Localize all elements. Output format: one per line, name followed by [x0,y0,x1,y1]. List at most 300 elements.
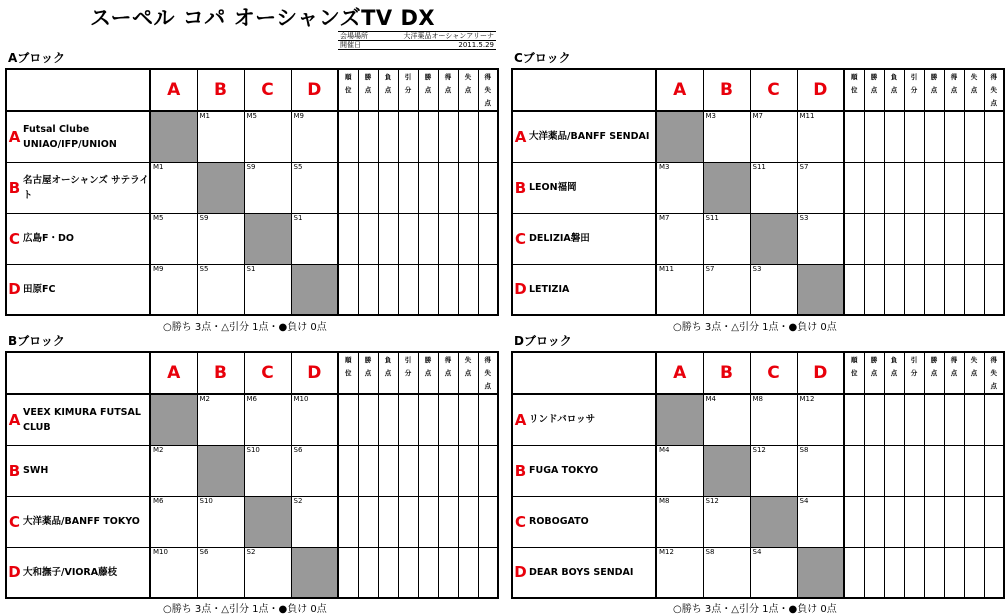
self-match-cell [150,111,197,162]
stat-cell [924,264,944,315]
date-value: 2011.5.29 [378,41,496,50]
stat-header: 得 点 [438,352,458,394]
stat-header: 引 分 [398,69,418,111]
self-match-cell [750,213,797,264]
stat-cell [398,111,418,162]
stat-cell [358,496,378,547]
match-cell: M5 [244,111,291,162]
self-match-cell [797,264,844,315]
stat-header: 勝 点 [418,69,438,111]
stat-cell [358,445,378,496]
stat-cell [398,394,418,445]
match-cell: M5 [150,213,197,264]
match-cell: M1 [150,162,197,213]
stat-cell [458,264,478,315]
corner-cell [6,352,150,394]
column-header: B [197,69,244,111]
match-cell: S8 [703,547,750,598]
team-name: LEON福岡 [528,162,656,213]
stat-cell [358,394,378,445]
team-row [512,496,1004,547]
stat-cell [924,394,944,445]
stat-cell [884,547,904,598]
match-cell: S6 [197,547,244,598]
stat-cell [438,213,458,264]
stat-cell [438,394,458,445]
stat-header: 失 点 [458,69,478,111]
venue-label: 会場場所 [338,32,378,41]
match-cell: S9 [197,213,244,264]
self-match-cell [750,496,797,547]
match-cell: S4 [750,547,797,598]
stat-cell [844,547,864,598]
column-header: C [750,352,797,394]
stat-cell [944,162,964,213]
stat-cell [964,496,984,547]
stat-cell [884,111,904,162]
self-match-cell [197,162,244,213]
stat-cell [964,111,984,162]
team-name: 大洋薬品/BANFF TOKYO [22,496,150,547]
standings-table [511,68,1005,316]
stat-cell [438,547,458,598]
stat-cell [864,111,884,162]
stat-cell [884,496,904,547]
column-header: A [656,69,703,111]
scoring-note: ○勝ち 3点・△引分 1点・●負け 0点 [673,604,837,615]
stat-header: 勝 点 [864,69,884,111]
stat-cell [944,445,964,496]
match-cell: S8 [797,445,844,496]
match-cell: M1 [197,111,244,162]
stat-cell [844,162,864,213]
stat-cell [904,162,924,213]
stat-header: 負 点 [378,69,398,111]
stat-header: 失 点 [964,69,984,111]
stat-cell [884,445,904,496]
stat-cell [438,162,458,213]
self-match-cell [291,547,338,598]
self-match-cell [703,162,750,213]
column-header: D [797,69,844,111]
stat-header: 得 失 点 [984,69,1004,111]
stat-header: 順 位 [338,69,358,111]
stat-cell [964,394,984,445]
team-name: 広島F・DO [22,213,150,264]
row-letter: A [6,394,22,445]
stat-header: 得 失 点 [984,352,1004,394]
stat-cell [378,547,398,598]
match-cell: M8 [656,496,703,547]
team-name: LETIZIA [528,264,656,315]
stat-header: 失 点 [964,352,984,394]
team-row [512,445,1004,496]
match-cell: S7 [703,264,750,315]
team-row [512,264,1004,315]
match-cell: M9 [150,264,197,315]
stat-cell [478,213,498,264]
stat-cell [904,496,924,547]
match-cell: M10 [291,394,338,445]
self-match-cell [244,496,291,547]
team-row [6,394,498,445]
match-cell: S5 [197,264,244,315]
match-cell: M11 [656,264,703,315]
team-name: DELIZIA磐田 [528,213,656,264]
stat-cell [418,264,438,315]
stat-cell [844,445,864,496]
column-header: B [703,352,750,394]
corner-cell [512,69,656,111]
stat-cell [904,394,924,445]
stat-header: 順 位 [338,352,358,394]
column-header: D [797,352,844,394]
match-cell: M6 [150,496,197,547]
stat-cell [418,445,438,496]
match-cell: S5 [291,162,338,213]
stat-cell [884,213,904,264]
stat-cell [904,264,924,315]
match-cell: M12 [797,394,844,445]
stat-cell [984,162,1004,213]
stat-cell [378,264,398,315]
stat-cell [924,111,944,162]
match-cell: S7 [797,162,844,213]
match-cell: S2 [244,547,291,598]
stat-cell [924,445,944,496]
page-title: スーペル コパ オーシャンズTV DX [90,6,436,30]
self-match-cell [797,547,844,598]
team-row [6,213,498,264]
stat-cell [944,264,964,315]
stat-cell [438,496,458,547]
row-letter: D [512,264,528,315]
stat-cell [924,213,944,264]
column-header: C [750,69,797,111]
stat-cell [398,162,418,213]
match-cell: S1 [244,264,291,315]
row-letter: D [512,547,528,598]
row-letter: B [512,445,528,496]
match-cell: S12 [750,445,797,496]
corner-cell [512,352,656,394]
match-cell: M3 [703,111,750,162]
self-match-cell [197,445,244,496]
stat-cell [418,213,438,264]
match-cell: M9 [291,111,338,162]
stat-header: 勝 点 [358,352,378,394]
stat-header: 勝 点 [358,69,378,111]
stat-cell [844,111,864,162]
stat-cell [458,162,478,213]
stat-cell [984,547,1004,598]
team-name: Futsal Clube UNIAO/IFP/UNION [22,111,150,162]
column-header: A [150,69,197,111]
stat-cell [458,496,478,547]
stat-cell [904,547,924,598]
team-name: 田原FC [22,264,150,315]
match-cell: M11 [797,111,844,162]
match-cell: S10 [197,496,244,547]
team-row [6,264,498,315]
stat-cell [458,213,478,264]
stat-header: 勝 点 [418,352,438,394]
standings-table [511,351,1005,599]
stat-cell [378,213,398,264]
stat-header: 失 点 [458,352,478,394]
stat-cell [378,162,398,213]
stat-cell [398,547,418,598]
stat-header: 引 分 [904,352,924,394]
stat-cell [844,394,864,445]
stat-cell [358,213,378,264]
stat-cell [418,547,438,598]
team-name: 大洋薬品/BANFF SENDAI [528,111,656,162]
stat-cell [844,496,864,547]
block-title: Aブロック [8,51,66,65]
scoring-note: ○勝ち 3点・△引分 1点・●負け 0点 [163,604,327,615]
self-match-cell [703,445,750,496]
stat-cell [478,394,498,445]
stat-header: 引 分 [398,352,418,394]
stat-header: 得 点 [438,69,458,111]
stat-cell [438,111,458,162]
stat-cell [884,264,904,315]
team-row [512,547,1004,598]
stat-cell [864,496,884,547]
team-name: ROBOGATO [528,496,656,547]
match-cell: M12 [656,547,703,598]
stat-cell [944,496,964,547]
team-row [6,111,498,162]
match-cell: S11 [703,213,750,264]
match-cell: M10 [150,547,197,598]
team-name: SWH [22,445,150,496]
column-header: B [197,352,244,394]
stat-header: 得 失 点 [478,69,498,111]
match-cell: M4 [656,445,703,496]
stat-cell [358,162,378,213]
stat-cell [338,111,358,162]
stat-cell [458,394,478,445]
stat-cell [478,445,498,496]
block-title: Cブロック [514,51,571,65]
row-letter: C [6,496,22,547]
column-header: A [656,352,703,394]
stat-cell [964,445,984,496]
row-letter: C [6,213,22,264]
match-cell: M7 [750,111,797,162]
stat-cell [378,445,398,496]
column-header: A [150,352,197,394]
stat-cell [944,547,964,598]
team-row [512,394,1004,445]
stat-cell [478,162,498,213]
stat-cell [418,162,438,213]
stat-header: 得 点 [944,69,964,111]
team-name: 大和撫子/VIORA藤枝 [22,547,150,598]
stat-cell [458,111,478,162]
match-cell: S2 [291,496,338,547]
stat-cell [984,264,1004,315]
match-cell: S6 [291,445,338,496]
stat-cell [844,213,864,264]
scoring-note: ○勝ち 3点・△引分 1点・●負け 0点 [163,322,327,333]
stat-cell [478,264,498,315]
team-name: DEAR BOYS SENDAI [528,547,656,598]
match-cell: M2 [197,394,244,445]
scoring-note: ○勝ち 3点・△引分 1点・●負け 0点 [673,322,837,333]
row-letter: A [512,394,528,445]
stat-cell [358,547,378,598]
stat-cell [864,213,884,264]
team-name: リンドバロッサ [528,394,656,445]
stat-cell [338,162,358,213]
stat-cell [964,547,984,598]
stat-header: 勝 点 [864,352,884,394]
row-letter: C [512,496,528,547]
stat-cell [398,213,418,264]
stat-cell [864,445,884,496]
stat-cell [924,162,944,213]
stat-header: 得 点 [944,352,964,394]
match-cell: S10 [244,445,291,496]
block-title: Dブロック [514,334,572,348]
stat-cell [358,264,378,315]
stat-cell [964,264,984,315]
stat-cell [418,394,438,445]
stat-header: 負 点 [378,352,398,394]
match-cell: S3 [750,264,797,315]
column-header: D [291,69,338,111]
stat-cell [864,162,884,213]
row-letter: B [6,445,22,496]
stat-header: 得 失 点 [478,352,498,394]
stat-cell [844,264,864,315]
column-header: C [244,352,291,394]
stat-cell [944,111,964,162]
stat-header: 引 分 [904,69,924,111]
team-row [6,547,498,598]
stat-cell [884,394,904,445]
column-header: D [291,352,338,394]
stat-header: 負 点 [884,352,904,394]
stat-cell [458,445,478,496]
match-cell: M6 [244,394,291,445]
stat-cell [338,394,358,445]
stat-cell [398,496,418,547]
stat-cell [984,111,1004,162]
stat-cell [338,496,358,547]
stat-cell [904,445,924,496]
match-cell: S12 [703,496,750,547]
venue-value: 大洋薬品オーシャンアリーナ [378,32,496,41]
row-letter: D [6,547,22,598]
team-row [512,111,1004,162]
stat-cell [438,445,458,496]
column-header: B [703,69,750,111]
block-title: Bブロック [8,334,65,348]
date-label: 開催日 [338,41,378,50]
self-match-cell [244,213,291,264]
stat-cell [964,213,984,264]
stat-cell [944,213,964,264]
stat-cell [864,264,884,315]
stat-header: 負 点 [884,69,904,111]
stat-header: 勝 点 [924,352,944,394]
self-match-cell [291,264,338,315]
stat-header: 勝 点 [924,69,944,111]
team-row [6,445,498,496]
stat-cell [884,162,904,213]
row-letter: B [512,162,528,213]
column-header: C [244,69,291,111]
match-cell: M8 [750,394,797,445]
match-cell: S1 [291,213,338,264]
team-name: VEEX KIMURA FUTSAL CLUB [22,394,150,445]
stat-cell [478,111,498,162]
team-name: 名古屋オーシャンズ サテライト [22,162,150,213]
stat-cell [378,496,398,547]
stat-cell [984,496,1004,547]
stat-cell [864,547,884,598]
row-letter: D [6,264,22,315]
stat-cell [378,394,398,445]
match-cell: M2 [150,445,197,496]
corner-cell [6,69,150,111]
standings-table [5,351,499,599]
match-cell: S4 [797,496,844,547]
stat-cell [984,445,1004,496]
team-row [6,496,498,547]
team-row [6,162,498,213]
stat-cell [398,264,418,315]
match-cell: M4 [703,394,750,445]
stat-cell [964,162,984,213]
self-match-cell [656,394,703,445]
stat-cell [438,264,458,315]
stat-cell [478,547,498,598]
stat-cell [418,111,438,162]
team-row [512,213,1004,264]
team-name: FUGA TOKYO [528,445,656,496]
row-letter: A [512,111,528,162]
stat-cell [418,496,438,547]
stat-cell [924,547,944,598]
self-match-cell [150,394,197,445]
stat-header: 順 位 [844,352,864,394]
team-row [512,162,1004,213]
stat-cell [458,547,478,598]
stat-cell [944,394,964,445]
stat-cell [358,111,378,162]
stat-cell [924,496,944,547]
match-cell: S3 [797,213,844,264]
event-info [338,31,496,50]
stat-cell [338,213,358,264]
row-letter: C [512,213,528,264]
stat-cell [478,496,498,547]
stat-cell [338,445,358,496]
stat-cell [904,111,924,162]
stat-cell [378,111,398,162]
standings-table [5,68,499,316]
stat-cell [904,213,924,264]
match-cell: S9 [244,162,291,213]
match-cell: S11 [750,162,797,213]
self-match-cell [656,111,703,162]
row-letter: B [6,162,22,213]
